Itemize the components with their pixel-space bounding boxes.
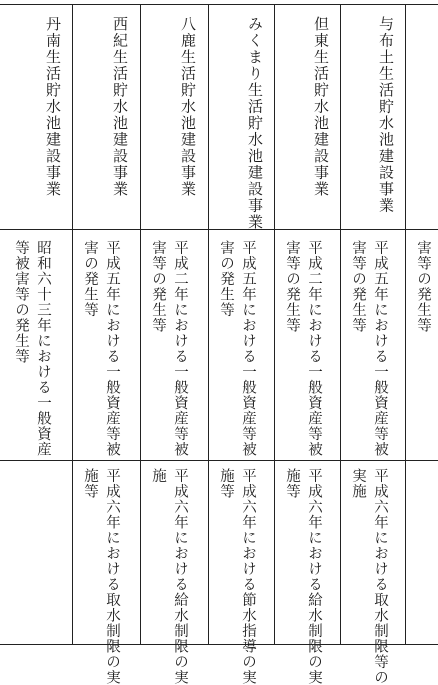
project-cause-2: 平成二年における一般資産等被 害等の発生等 <box>284 240 322 457</box>
project-measure-4: 平成六年における給水制限の実 施 <box>150 468 188 685</box>
project-measure-1: 平成六年における取水制限等の 実施 <box>350 468 388 685</box>
project-name-6: 丹南生活貯水池建設事業 <box>44 16 62 198</box>
top-rule <box>0 4 438 5</box>
column-rule-4 <box>208 4 209 644</box>
project-name-5: 西紀生活貯水池建設事業 <box>111 16 129 198</box>
project-cause-4: 平成二年における一般資産等被 害等の発生等 <box>150 240 188 457</box>
row-divider-1 <box>0 229 438 230</box>
project-cause-6: 昭和六十三年における一般資産 等被害等の発生等 <box>13 240 51 457</box>
column-rule-6 <box>72 4 73 644</box>
project-name-3: みくまり生活貯水池建設事業 <box>246 16 264 231</box>
column-rule-1 <box>405 4 406 644</box>
row-divider-2 <box>0 460 438 461</box>
column-rule-5 <box>140 4 141 644</box>
project-measure-2: 平成六年における給水制限の実 施等 <box>284 468 322 685</box>
column-rule-2 <box>340 4 341 644</box>
project-name-1: 与布土生活貯水池建設事業 <box>377 16 395 214</box>
project-measure-5: 平成六年における取水制限の実 施等 <box>82 468 120 685</box>
project-cause-3: 平成五年における一般資産等被 害の発生等 <box>218 240 256 457</box>
column-rule-3 <box>274 4 275 644</box>
header-cause-label: 害等の発生等 <box>415 240 431 333</box>
project-name-2: 但東生活貯水池建設事業 <box>312 16 330 198</box>
project-measure-3: 平成六年における節水指導の実 施等 <box>218 468 256 685</box>
project-cause-1: 平成五年における一般資産等被 害等の発生等 <box>350 240 388 457</box>
project-cause-5: 平成五年における一般資産等被 害の発生等 <box>82 240 120 457</box>
project-name-4: 八鹿生活貯水池建設事業 <box>179 16 197 198</box>
